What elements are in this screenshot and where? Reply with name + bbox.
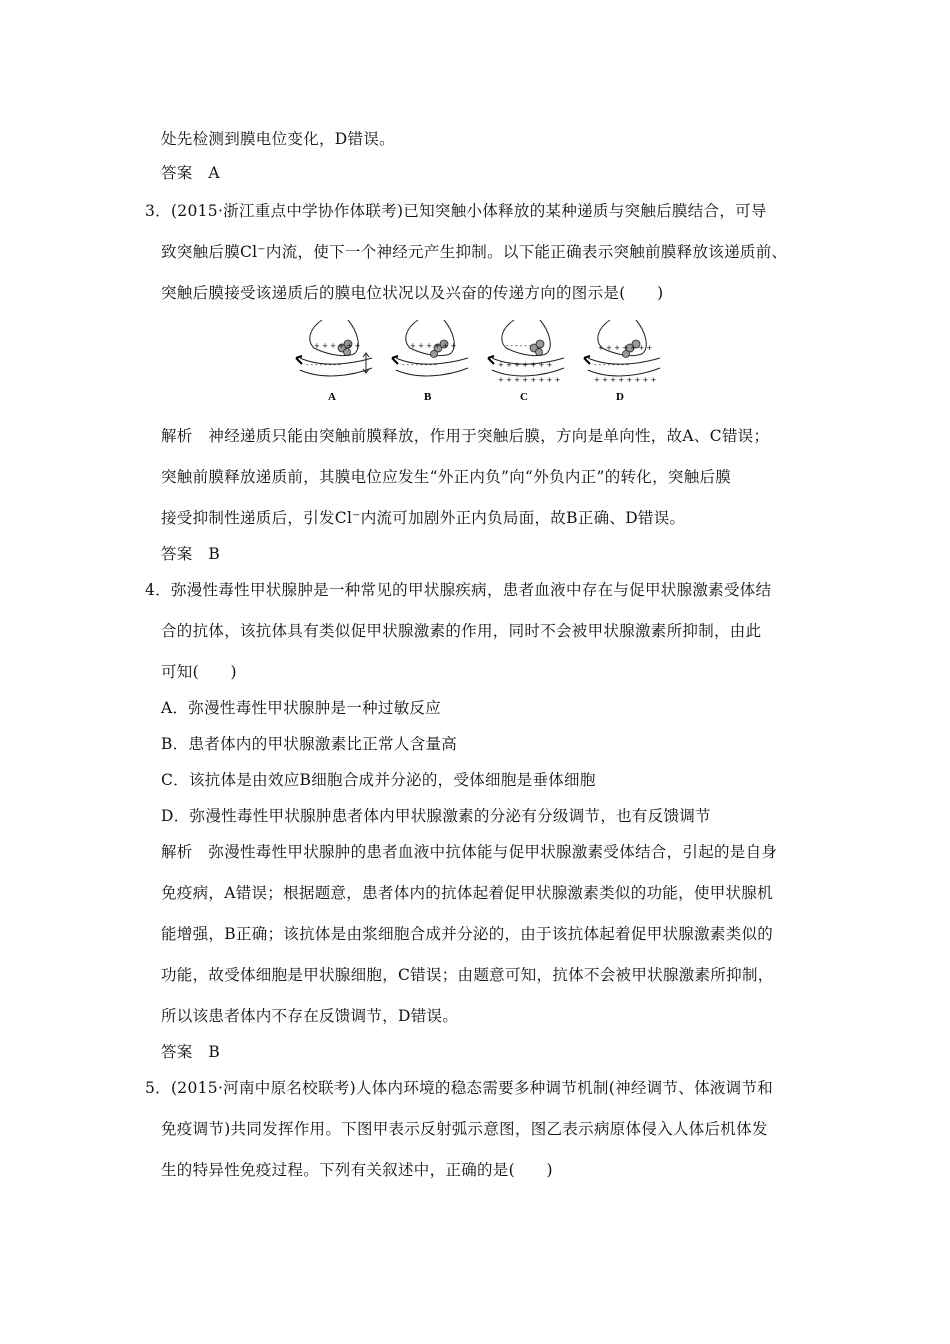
question-4-line: 4．弥漫性毒性甲状腺肿是一种常见的甲状腺疾病，患者血液中存在与促甲状腺激素受体结 [145, 581, 772, 599]
svg-text:+ + + + + +: + + + + + + [314, 342, 361, 350]
svg-text:- - - - - - - -: - - - - - - - - [594, 361, 629, 369]
svg-text:+ + + + + + + +: + + + + + + + + [594, 376, 657, 384]
svg-text:+ + + + + + + +: + + + + + + + + [498, 376, 561, 384]
answer-line: 答案 B [161, 545, 221, 563]
synapse-diagram-b [392, 320, 468, 403]
text-line: 处先检测到膜电位变化，D错误。 [161, 130, 395, 148]
svg-text:- - - - - - - -: - - - - - - - - [306, 361, 341, 369]
svg-text:- - - - - -: - - - - - - [506, 342, 532, 350]
question-5-line: 免疫调节)共同发挥作用。下图甲表示反射弧示意图，图乙表示病原体侵入人体后机体发 [161, 1120, 768, 1138]
panel-label-a: A [328, 391, 336, 403]
analysis-line: 接受抑制性递质后，引发Cl⁻内流可加剧外正内负局面，故B正确、D错误。 [161, 509, 686, 527]
question-3-line: 突触后膜接受该递质后的膜电位状况以及兴奋的传递方向的图示是( ) [161, 284, 664, 302]
analysis-line: 所以该患者体内不存在反馈调节，D错误。 [161, 1007, 459, 1025]
synapse-diagram-a [296, 320, 372, 403]
option-b: B．患者体内的甲状腺激素比正常人含量高 [161, 735, 458, 753]
question-4-line: 合的抗体，该抗体具有类似促甲状腺激素的作用，同时不会被甲状腺激素所抑制，由此 [161, 622, 762, 640]
question-3-line: 3．(2015·浙江重点中学协作体联考)已知突触小体释放的某种递质与突触后膜结合，可导 [145, 202, 767, 220]
panel-label-c: C [520, 391, 528, 403]
svg-text:+ + + + + + +: + + + + + + + [498, 361, 553, 369]
synapse-figure [292, 318, 664, 406]
panel-label-d: D [616, 391, 624, 403]
analysis-line: 能增强，B正确；该抗体是由浆细胞合成并分泌的，由于该抗体起着促甲状腺激素类似的 [161, 925, 774, 943]
question-5-line: 生的特异性免疫过程。下列有关叙述中，正确的是( ) [161, 1161, 553, 1179]
question-4-line: 可知( ) [161, 663, 237, 681]
analysis-line: 突触前膜释放递质前，其膜电位应发生“外正内负”向“外负内正”的转化，突触后膜 [161, 468, 732, 486]
svg-text:+ + + + + +: + + + + + + [410, 342, 457, 350]
answer-line: 答案 B [161, 1043, 221, 1061]
option-d: D．弥漫性毒性甲状腺肿患者体内甲状腺激素的分泌有分级调节，也有反馈调节 [161, 807, 711, 825]
option-a: A．弥漫性毒性甲状腺肿是一种过敏反应 [161, 699, 442, 717]
synapse-diagram-d [584, 320, 660, 403]
analysis-line: 免疫病，A错误；根据题意，患者体内的抗体起着促甲状腺激素类似的功能，使甲状腺机 [161, 884, 773, 902]
option-c: C．该抗体是由效应B细胞合成并分泌的，受体细胞是垂体细胞 [161, 771, 596, 789]
svg-text:- - - - - - - -: - - - - - - - - [402, 361, 437, 369]
panel-label-b: B [424, 391, 432, 403]
question-5-line: 5．(2015·河南中原名校联考)人体内环境的稳态需要多种调节机制(神经调节、体液调节和 [145, 1079, 774, 1097]
svg-text:+ + + + + + +: + + + + + + + [598, 344, 653, 352]
analysis-line: 解析 弥漫性毒性甲状腺肿的患者血液中抗体能与促甲状腺激素受体结合，引起的是自身 [161, 843, 778, 861]
question-3-line: 致突触后膜Cl⁻内流，使下一个神经元产生抑制。以下能正确表示突触前膜释放该递质前、 [161, 243, 788, 261]
analysis-line: 功能，故受体细胞是甲状腺细胞，C错误；由题意可知，抗体不会被甲状腺激素所抑制， [161, 966, 774, 984]
synapse-diagram-c [488, 320, 564, 403]
analysis-line: 解析 神经递质只能由突触前膜释放，作用于突触后膜，方向是单向性，故A、C错误； [161, 427, 770, 445]
answer-line: 答案 A [161, 164, 220, 182]
